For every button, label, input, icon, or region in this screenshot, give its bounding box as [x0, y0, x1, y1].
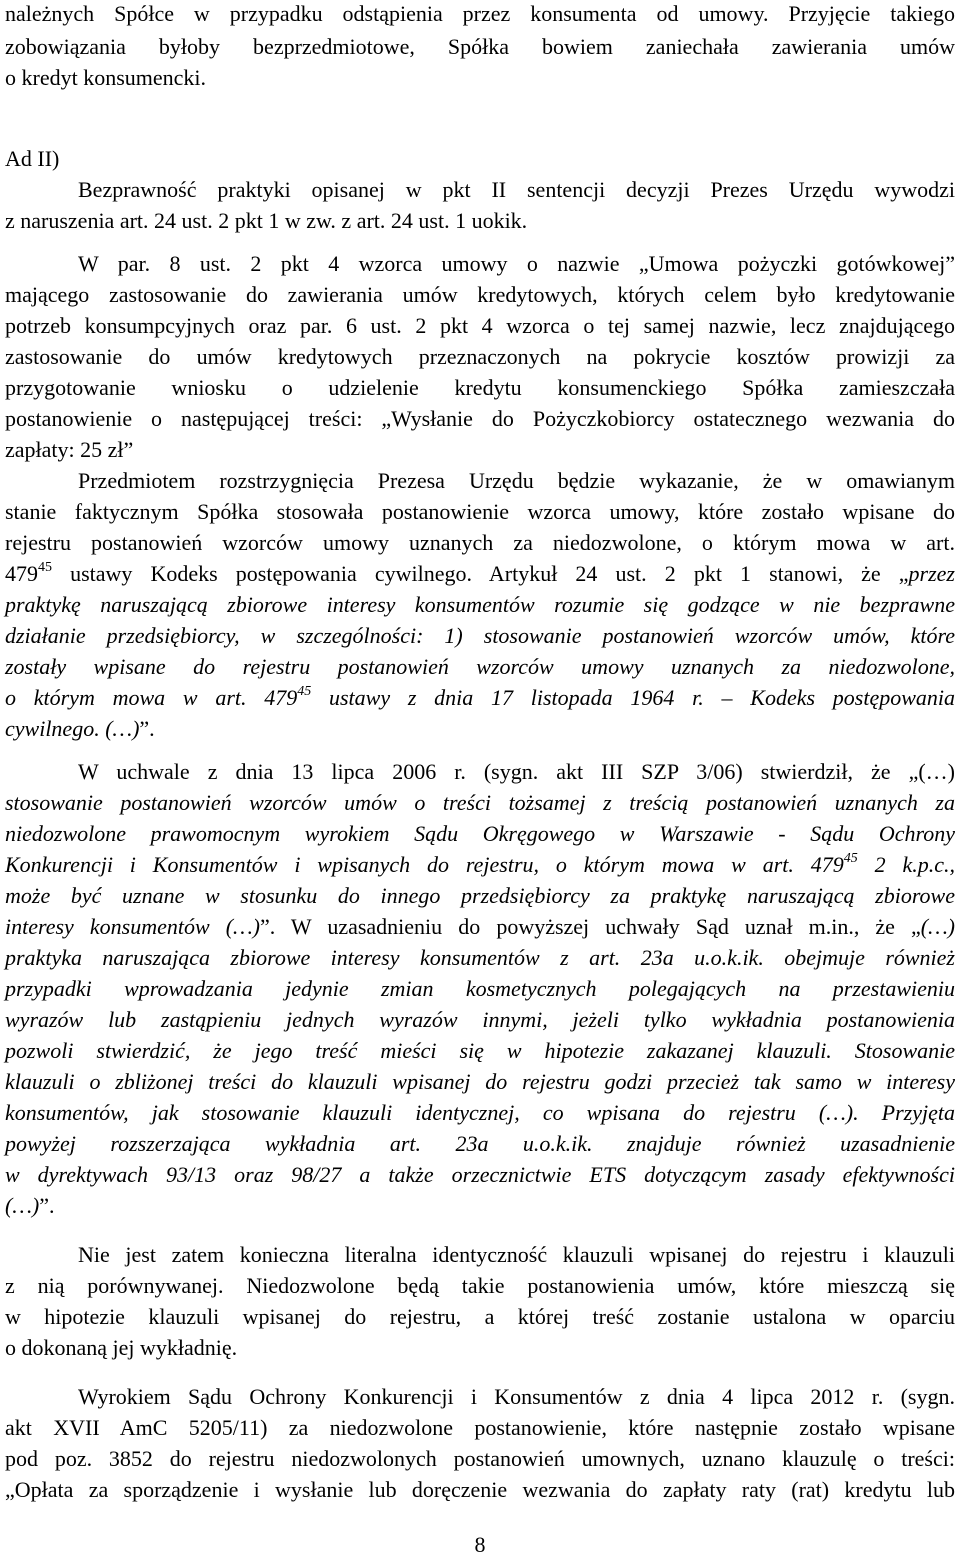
text-segment: przez — [908, 561, 955, 586]
text-line — [5, 497, 955, 527]
text-segment: pod poz. 3852 do rejestru niedozwolonych postanowień umownych, uznano klauzulę o treści: — [5, 1446, 955, 1471]
text-segment: przypadki wprowadzania jedynie zmian kosmetycznych polegających na przestawieniu — [5, 976, 955, 1001]
text-line — [5, 435, 955, 465]
text-line — [5, 311, 955, 341]
text-line — [5, 1129, 955, 1159]
text-segment: praktyka naruszająca zbiorowe interesy konsumentów z art. 23a u.o.k.ik. obejmuje również — [5, 945, 955, 970]
text-line — [5, 590, 955, 620]
text-line — [78, 1382, 955, 1412]
text-segment: klauzuli o zbliżonej treści do klauzuli wpisanej do rejestru godzi przecież tak samo w interesy — [5, 1069, 955, 1094]
text-line — [5, 0, 955, 29]
text-line — [5, 63, 955, 93]
text-segment: należnych Spółce w przypadku odstąpienia przez konsumenta od umowy. Przyjęcie takiego — [5, 1, 955, 26]
text-segment: z nią porównywanej. Niedozwolone będą takie postanowienia umów, które mieszczą się — [5, 1273, 955, 1298]
text-segment: o kredyt konsumencki. — [5, 65, 207, 90]
text-line — [5, 1333, 955, 1363]
text-segment: ustawy Kodeks postępowania cywilnego. Artykuł 24 ust. 2 pkt 1 stanowi, że „ — [52, 561, 909, 586]
text-segment: (…) — [5, 1193, 40, 1218]
superscript: 45 — [297, 683, 312, 699]
text-line — [5, 714, 955, 744]
text-segment: zobowiązania byłoby bezprzedmiotowe, Spółka bowiem zaniechała zawierania umów — [5, 34, 955, 59]
text-segment: działanie przedsiębiorcy, w szczególności: 1) stosowanie postanowień wzorców umów, które — [5, 623, 955, 648]
text-line — [78, 466, 955, 496]
text-line — [5, 144, 955, 174]
text-segment: rejestru postanowień wzorców umowy uznanych za niedozwolone, o którym mowa w art. — [5, 530, 955, 555]
text-segment: Wyrokiem Sądu Ochrony Konkurencji i Konsumentów z dnia 4 lipca 2012 r. (sygn. — [78, 1384, 955, 1409]
text-segment: interesy konsumentów (…) — [5, 914, 260, 939]
text-line — [5, 528, 955, 558]
text-line — [5, 788, 955, 818]
text-segment: potrzeb konsumpcyjnych oraz par. 6 ust. 2 pkt 4 wzorca o tej samej nazwie, lecz znajdującego — [5, 313, 955, 338]
text-line — [78, 249, 955, 279]
text-segment: stanie faktycznym Spółka stosowała postanowienie wzorca umowy, które zostało wpisane do — [5, 499, 955, 524]
text-line — [5, 850, 955, 880]
text-line — [5, 559, 955, 589]
text-segment: ”. — [139, 716, 155, 741]
text-line — [5, 1271, 955, 1301]
text-segment: zostały wpisane do rejestru postanowień wzorców umowy uznanych za niedozwolone, — [5, 654, 955, 679]
text-segment: Przedmiotem rozstrzygnięcia Prezesa Urzędu będzie wykazanie, że w omawianym — [78, 468, 955, 493]
text-line — [5, 1067, 955, 1097]
text-segment: w hipotezie klauzuli wpisanej do rejestru, a której treść zostanie ustalona w oparciu — [5, 1304, 955, 1329]
text-line — [5, 652, 955, 682]
text-line — [5, 912, 955, 942]
text-segment: 479 — [5, 561, 38, 586]
text-line — [5, 32, 955, 62]
text-line — [5, 1413, 955, 1443]
text-segment: W par. 8 ust. 2 pkt 4 wzorca umowy o nazwie „Umowa pożyczki gotówkowej” — [78, 251, 955, 276]
text-segment: „Opłata za sporządzenie i wysłanie lub doręczenie wezwania do zapłaty raty (rat) kredytu lub — [5, 1477, 955, 1502]
text-segment: przygotowanie wniosku o udzielenie kredytu konsumenckiego Spółka zamieszczała — [5, 375, 955, 400]
text-line — [5, 943, 955, 973]
page-number: 8 — [474, 1532, 486, 1557]
superscript: 45 — [38, 559, 52, 575]
text-line — [5, 1302, 955, 1332]
text-segment: ustawy z dnia 17 listopada 1964 r. – Kodeks postępowania — [311, 685, 955, 710]
text-segment: może być uznane w stosunku do innego przedsiębiorcy za praktykę naruszającą zbiorowe — [5, 883, 955, 908]
text-segment: zapłaty: 25 zł” — [5, 437, 134, 462]
text-line — [78, 1240, 955, 1270]
text-segment: ”. W uzasadnieniu do powyższej uchwały Sąd uznał m.in., że „ — [259, 914, 921, 939]
text-segment: cywilnego. (…) — [5, 716, 140, 741]
text-segment: praktykę naruszającą zbiorowe interesy konsumentów rozumie się godzące w nie bezprawne — [5, 592, 955, 617]
text-line — [5, 1191, 955, 1221]
text-line — [5, 1444, 955, 1474]
text-segment: wyrazów lub zastąpieniu jednych wyrazów innymi, jeżeli tylko wykładnia postanowienia — [5, 1007, 955, 1032]
text-segment: Konkurencji i Konsumentów i wpisanych do rejestru, o którym mowa w art. 479 — [5, 852, 844, 877]
text-segment: o którym mowa w art. 479 — [5, 685, 298, 710]
text-segment: akt XVII AmC 5205/11) za niedozwolone postanowienie, które następnie zostało wpisane — [5, 1415, 955, 1440]
text-segment: stosowanie postanowień wzorców umów o treści tożsamej z treścią postanowień uznanych za — [5, 790, 955, 815]
text-line — [5, 206, 955, 236]
text-line — [78, 757, 955, 787]
text-line — [5, 1160, 955, 1190]
text-segment: pozwoli stwierdzić, że jego treść mieści się w hipotezie zakazanej klauzuli. Stosowanie — [5, 1038, 955, 1063]
text-line — [5, 819, 955, 849]
text-segment: w dyrektywach 93/13 oraz 98/27 a także orzecznictwie ETS dotyczącym zasady efektywności — [5, 1162, 955, 1187]
text-segment: mającego zastosowanie do zawierania umów kredytowych, których celem było kredytowanie — [5, 282, 955, 307]
text-segment: konsumentów, jak stosowanie klauzuli identycznej, co wpisana do rejestru (…). Przyjęta — [5, 1100, 955, 1125]
text-line — [5, 1005, 955, 1035]
text-line — [5, 683, 955, 713]
text-line — [5, 1475, 955, 1505]
text-line — [5, 373, 955, 403]
text-segment: (…) — [920, 914, 955, 939]
text-segment: Ad II) — [5, 146, 60, 171]
text-segment: Bezprawność praktyki opisanej w pkt II sentencji decyzji Prezes Urzędu wywodzi — [78, 177, 955, 202]
superscript: 45 — [843, 850, 858, 866]
text-line — [5, 1098, 955, 1128]
text-segment: Nie jest zatem konieczna literalna identyczność klauzuli wpisanej do rejestru i klauzuli — [78, 1242, 955, 1267]
text-line — [5, 621, 955, 651]
text-line — [5, 1036, 955, 1066]
text-segment: W uchwale z dnia 13 lipca 2006 r. (sygn. akt III SZP 3/06) stwierdził, że „(…) — [78, 759, 955, 784]
text-line — [5, 974, 955, 1004]
text-line — [5, 881, 955, 911]
text-segment: z naruszenia art. 24 ust. 2 pkt 1 w zw. z art. 24 ust. 1 uokik. — [5, 208, 528, 233]
text-line — [5, 342, 955, 372]
text-line — [5, 404, 955, 434]
text-segment: o dokonaną jej wykładnię. — [5, 1335, 238, 1360]
text-segment: ”. — [39, 1193, 55, 1218]
text-segment: niedozwolone prawomocnym wyrokiem Sądu Okręgowego w Warszawie - Sądu Ochrony — [5, 821, 955, 846]
text-segment: postanowienie o następującej treści: „Wysłanie do Pożyczkobiorcy ostatecznego wezwania do — [5, 406, 955, 431]
text-segment: zastosowanie do umów kredytowych przeznaczonych na pokrycie kosztów prowizji za — [5, 344, 955, 369]
text-line — [78, 175, 955, 205]
text-segment: powyżej rozszerzająca wykładnia art. 23a u.o.k.ik. znajduje również uzasadnienie — [5, 1131, 955, 1156]
text-line — [5, 280, 955, 310]
text-segment: 2 k.p.c., — [857, 852, 955, 877]
